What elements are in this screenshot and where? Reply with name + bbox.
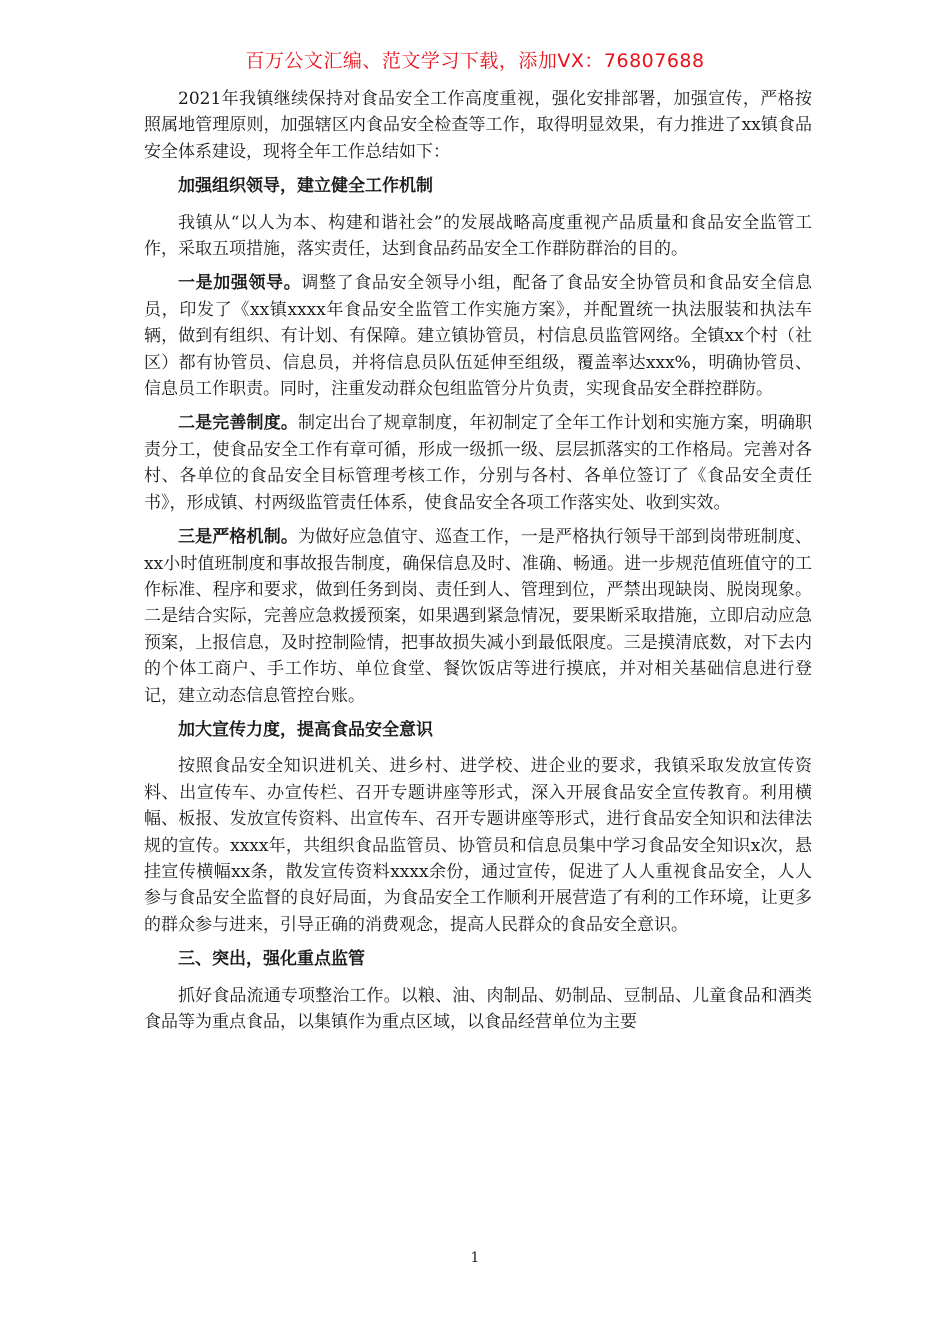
section1-item1 — [144, 270, 812, 402]
section2-heading: 加大宣传力度，提高食品安全意识 — [178, 719, 433, 740]
section1-item2 — [144, 410, 812, 516]
item3-lead: 三是严格机制。 — [178, 527, 298, 548]
item2-text: 制定出台了规章制度，年初制定了全年工作计划和实施方案，明确职责分工，使食品安全工作有章可循，形成一级抓一级、层层抓落实的工作格局。完善对各村、各单位的食品安全目标管理考核工作，分别与各村、各单位签订了《食品安全责任书》，形成镇、村两级监管责任体系，使食品安全各项工作落实处、收到实效。 — [144, 413, 813, 513]
item1-text: 调整了食品安全领导小组，配备了食品安全协管员和食品安全信息员，印发了《xx镇xxxx年食品安全监管工作实施方案》，并配置统一执法服装和执法车辆，做到有组织、有计划、有保障。建立镇协管员，村信息员监管网络。全镇xx个村（社区）都有协管员、信息员，并将信息员队伍延伸至组级，覆盖率达xxx%，明确协管员、信息员工作职责。同时，注重发动群众包组监管分片负责，实现食品安全群控群防。 — [144, 273, 813, 400]
section3-paragraph: 抓好食品流通专项整治工作。以粮、油、肉制品、奶制品、豆制品、儿童食品和酒类食品等为重点食品，以集镇作为重点区域，以食品经营单位为主要 — [144, 985, 812, 1032]
intro-paragraph: 2021年我镇继续保持对食品安全工作高度重视，强化安排部署，加强宣传，严格按照属地管理原则，加强辖区内食品安全检查等工作，取得明显效果，有力推进了xx镇食品安全体系建设，现将全年工作总结如下： — [144, 89, 812, 162]
item1-lead: 一是加强领导。 — [178, 273, 302, 294]
section2-paragraph: 按照食品安全知识进机关、进乡村、进学校、进企业的要求，我镇采取发放宣传资料、出宣传车、办宣传栏、召开专题讲座等形式，深入开展食品安全宣传教育。利用横幅、板报、发放宣传资料、出宣传车、召开专题讲座等形式，进行食品安全知识和法律法规的宣传。xxxx年，共组织食品监管员、协管员和信息员集中学习食品安全知识x次，悬挂宣传横幅xx条，散发宣传资料xxxx余份，通过宣传，促进了人人重视食品安全，人人参与食品安全监督的良好局面，为食品安全工作顺利开展营造了有利的工作环境，让更多的群众参与进来，引导正确的消费观念，提高人民群众的食品安全意识。 — [144, 756, 812, 935]
section1-heading: 加强组织领导，建立健全工作机制 — [178, 176, 433, 197]
item3-text: 为做好应急值守、巡查工作，一是严格执行领导干部到岗带班制度、xx小时值班制度和事故报告制度，确保信息及时、准确、畅通。进一步规范值班值守的工作标准、程序和要求，做到任务到岗、责任到人、管理到位，严禁出现缺岗、脱岗现象。二是结合实际，完善应急救援预案，如果遇到紧急情况，要果断采取措施，立即启动应急预案，上报信息，及时控制险情，把事故损失减小到最低限度。三是摸清底数，对下去内的个体工商户、手工作坊、单位食堂、餐饮饭店等进行摸底，并对相关基础信息进行登记，建立动态信息管控台账。 — [144, 527, 813, 706]
section1-intro: 我镇从“以人为本、构建和谐社会”的发展战略高度重视产品质量和食品安全监管工作，采取五项措施，落实责任，达到食品药品安全工作群防群治的目的。 — [144, 212, 812, 260]
page-number: 1 — [470, 1250, 480, 1266]
section3-heading: 三、突出，强化重点监管 — [178, 949, 365, 970]
header-banner: 百万公文汇编、范文学习下载，添加VX：76807688 — [245, 50, 705, 72]
item2-lead: 二是完善制度。 — [178, 413, 298, 434]
document-body — [144, 86, 812, 1043]
section1-item3 — [144, 524, 812, 709]
